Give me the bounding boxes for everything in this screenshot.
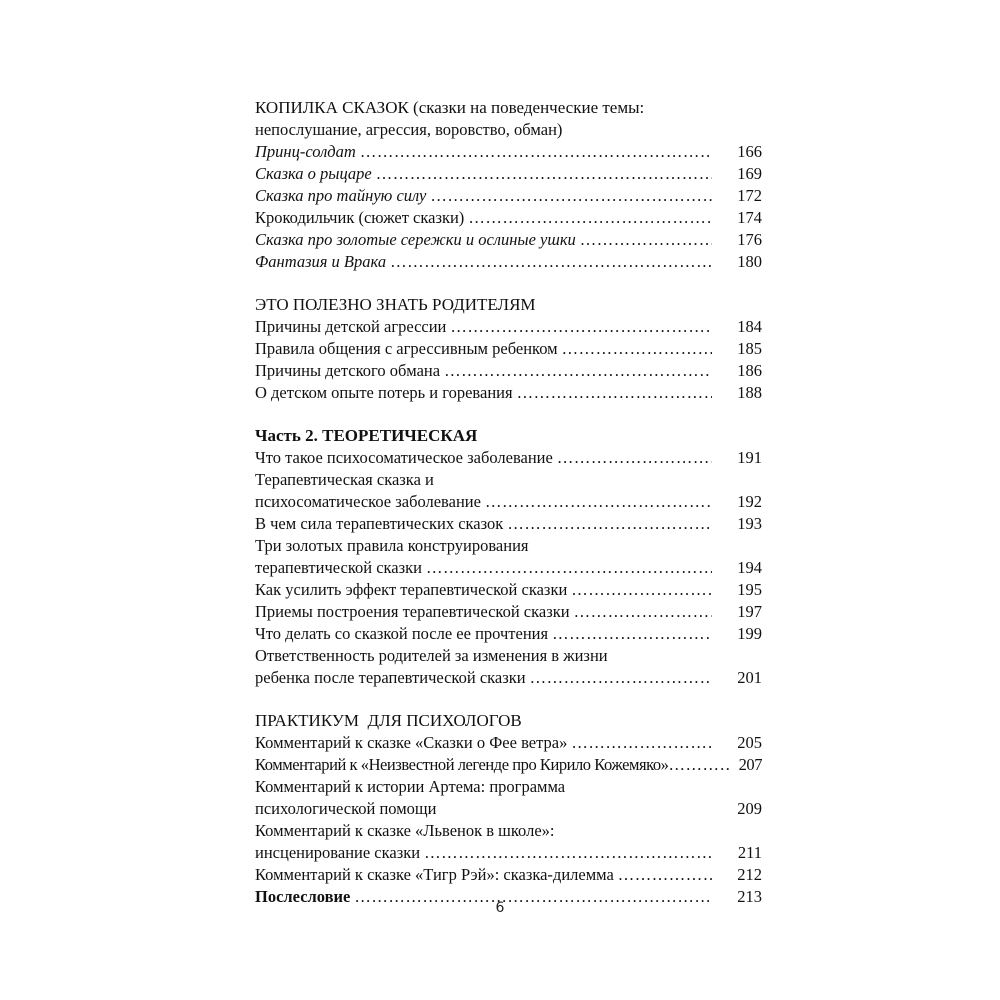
toc-section-roditelyam xyxy=(255,294,760,404)
toc-entry-page: 213 xyxy=(737,887,762,906)
toc-entry-page: 212 xyxy=(737,865,762,884)
toc-entry xyxy=(255,820,760,864)
toc-entry xyxy=(255,623,760,645)
toc-entry-title: психологической помощи xyxy=(255,799,437,818)
toc-entry-title-line: Ответственность родителей за изменения в жизни xyxy=(255,646,608,665)
toc-entry-page: 169 xyxy=(737,164,762,183)
toc-entry-title: Крокодильчик (сюжет сказки) xyxy=(255,208,465,227)
toc-entry-page: 180 xyxy=(737,252,762,271)
toc-section-skazki xyxy=(255,97,760,273)
toc-entry-title: Фантазия и Врака xyxy=(255,252,387,271)
toc-entry xyxy=(255,732,760,754)
toc-entry xyxy=(255,469,760,513)
toc-entry-title: О детском опыте потерь и горевания xyxy=(255,383,513,402)
toc-entry-page: 207 xyxy=(738,755,762,774)
toc-entry-title: Причины детской агрессии xyxy=(255,317,447,336)
section-heading-continued: непослушание, агрессия, воровство, обман) xyxy=(255,120,563,139)
dot-leader xyxy=(574,601,712,623)
toc-entry-page: 188 xyxy=(737,383,762,402)
toc-entry-title: Комментарий к сказке «Тигр Рэй»: сказка-дилемма xyxy=(255,865,614,884)
dot-leader xyxy=(390,251,712,273)
toc-entry-title: инсценирование сказки xyxy=(255,843,421,862)
toc-entry-title: ребенка после терапевтической сказки xyxy=(255,668,526,687)
toc-entry-title: Послесловие xyxy=(255,887,351,906)
dot-leader xyxy=(426,557,712,579)
dot-leader xyxy=(530,667,712,689)
toc-entry-page: 174 xyxy=(737,208,762,227)
toc-entry-page: 172 xyxy=(737,186,762,205)
dot-leader xyxy=(562,338,712,360)
toc-entry xyxy=(255,360,760,382)
toc-entry xyxy=(255,864,760,886)
toc-entry xyxy=(255,316,760,338)
toc-entry-page: 193 xyxy=(737,514,762,533)
dot-leader xyxy=(571,579,712,601)
toc-entry-title: терапевтической сказки xyxy=(255,558,422,577)
toc-entry xyxy=(255,754,760,776)
toc-entry xyxy=(255,535,760,579)
toc-entry-title: Приемы построения терапевтической сказки xyxy=(255,602,570,621)
dot-leader xyxy=(430,185,712,207)
dot-leader xyxy=(424,842,712,864)
toc-entry-title: В чем сила терапевтических сказок xyxy=(255,514,504,533)
toc-entry-page: 205 xyxy=(737,733,762,752)
toc-entry-page: 199 xyxy=(737,624,762,643)
toc-entry-page: 192 xyxy=(737,492,762,511)
toc-entry-title: Сказка про золотые сережки и ослиные ушки xyxy=(255,230,576,249)
toc-entry xyxy=(255,185,760,207)
toc-entry xyxy=(255,338,760,360)
toc-entry-title: Принц-солдат xyxy=(255,142,356,161)
toc-entry-page: 194 xyxy=(737,558,762,577)
section-heading: ЭТО ПОЛЕЗНО ЗНАТЬ РОДИТЕЛЯМ xyxy=(255,295,536,314)
dot-leader xyxy=(552,623,712,645)
dot-leader xyxy=(450,316,712,338)
toc-entry-page: 185 xyxy=(737,339,762,358)
toc-entry-title: Сказка про тайную силу xyxy=(255,186,427,205)
toc-entry-page: 201 xyxy=(737,668,762,687)
toc-entry-title-line: Комментарий к сказке «Львенок в школе»: xyxy=(255,821,555,840)
dot-leader xyxy=(517,382,712,404)
toc-entry-title-line: Три золотых правила конструирования xyxy=(255,536,529,555)
toc-entry-page: 176 xyxy=(737,230,762,249)
toc-entry xyxy=(255,579,760,601)
toc-entry-title-line: Терапевтическая сказка и xyxy=(255,470,434,489)
toc-entry xyxy=(255,163,760,185)
dot-leader xyxy=(571,732,712,754)
dot-leader xyxy=(376,163,712,185)
toc-entry xyxy=(255,207,760,229)
toc-entry xyxy=(255,601,760,623)
toc-entry-title: Что делать со сказкой после ее прочтения xyxy=(255,624,549,643)
toc-entry-title: Сказка о рыцаре xyxy=(255,164,372,183)
toc-entry xyxy=(255,251,760,273)
dot-leader xyxy=(580,229,712,251)
toc-entry-title: психосоматическое заболевание xyxy=(255,492,481,511)
dot-leader xyxy=(507,513,712,535)
page-number: 6 xyxy=(495,900,505,916)
toc-entry xyxy=(255,141,760,163)
toc-entry-title: Что такое психосоматическое заболевание xyxy=(255,448,553,467)
toc-entry-title-line: Комментарий к истории Артема: программа xyxy=(255,777,566,796)
toc-entry xyxy=(255,645,760,689)
dot-leader xyxy=(360,141,712,163)
toc-entry-title: Причины детского обмана xyxy=(255,361,441,380)
toc-entry-title: Комментарий к «Неизвестной легенде про Кирило Кожемяко» xyxy=(255,755,669,774)
part-heading: Часть 2. ТЕОРЕТИЧЕСКАЯ xyxy=(255,426,478,445)
dot-leader xyxy=(468,207,712,229)
toc-entry-page: 186 xyxy=(737,361,762,380)
dot-leader xyxy=(557,447,712,469)
toc-entry-page: 197 xyxy=(737,602,762,621)
toc-entry-page: 191 xyxy=(737,448,762,467)
toc-entry xyxy=(255,513,760,535)
toc-entry-title: Правила общения с агрессивным ребенком xyxy=(255,339,558,358)
toc-entry-title: Как усилить эффект терапевтической сказки xyxy=(255,580,568,599)
toc-entry xyxy=(255,447,760,469)
toc-section-praktikum xyxy=(255,710,760,908)
toc-entry-page: 195 xyxy=(737,580,762,599)
toc-entry xyxy=(255,382,760,404)
dot-leader xyxy=(618,864,712,886)
toc-entry-title: Комментарий к сказке «Сказки о Фее ветра» xyxy=(255,733,568,752)
dot-leader xyxy=(668,754,732,776)
dot-leader xyxy=(485,491,712,513)
toc-entry-page: 209 xyxy=(737,799,762,818)
section-heading: КОПИЛКА СКАЗОК (сказки на поведенческие темы: xyxy=(255,98,645,117)
toc-entry-page: 184 xyxy=(737,317,762,336)
toc-section-teoreticheskaya xyxy=(255,425,760,689)
toc-entry-page: 166 xyxy=(737,142,762,161)
section-heading: ПРАКТИКУМ ДЛЯ ПСИХОЛОГОВ xyxy=(255,711,522,730)
toc-entry-page: 211 xyxy=(737,843,762,862)
toc-entry xyxy=(255,776,760,820)
dot-leader xyxy=(444,360,712,382)
table-of-contents xyxy=(255,97,760,929)
toc-entry xyxy=(255,229,760,251)
